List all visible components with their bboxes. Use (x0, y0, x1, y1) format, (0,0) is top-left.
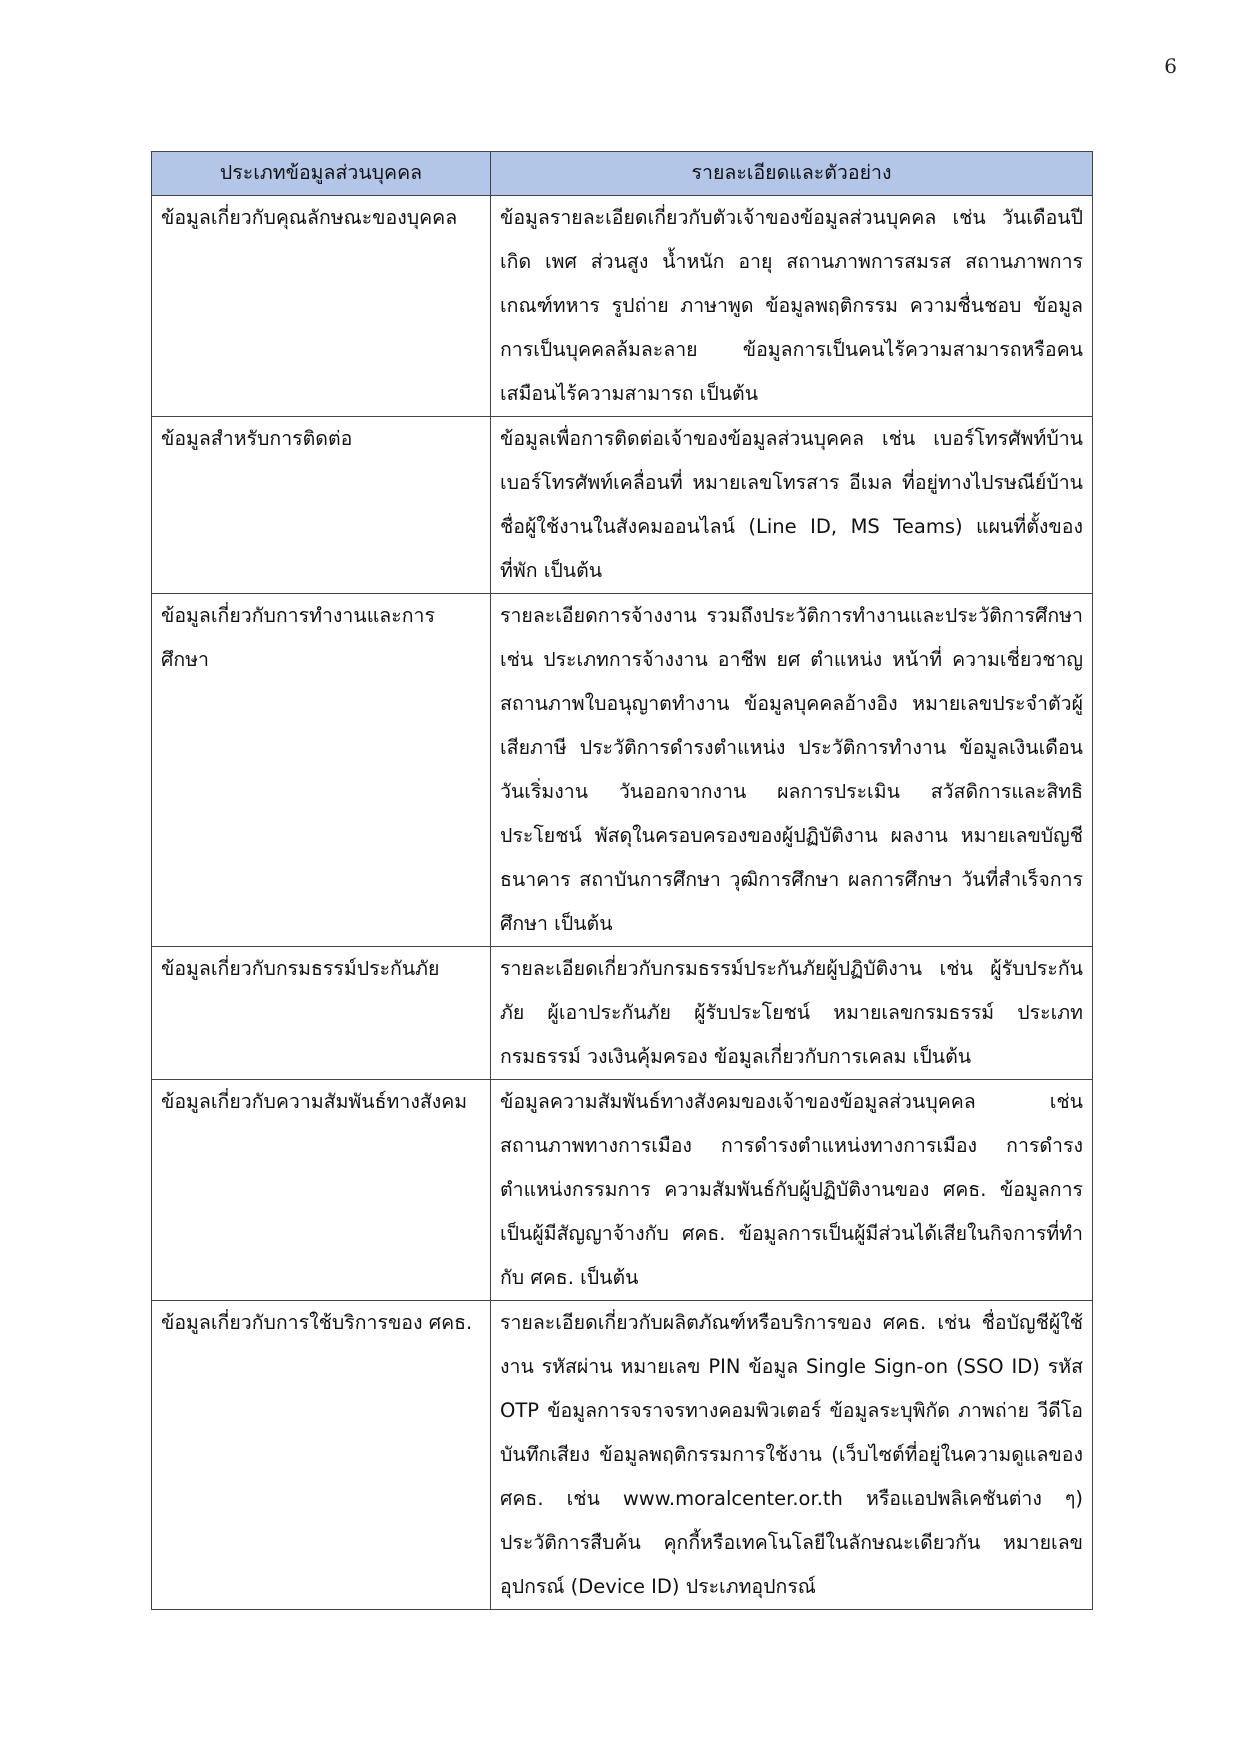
table-row (152, 1080, 1093, 1301)
row-category: ข้อมูลเกี่ยวกับการใช้บริการของ ศคธ. (152, 1301, 491, 1610)
row-details: รายละเอียดเกี่ยวกับผลิตภัณฑ์หรือบริการของ ศคธ. เช่น ชื่อบัญชีผู้ใช้งาน รหัสผ่าน หมายเลข PIN ข้อมูล Single Sign-on (SSO ID) รหัส OTP ข้อมูลการจราจรทางคอมพิวเตอร์ ข้อมูลระบุพิกัด ภาพถ่าย วีดีโอ บันทึกเสียง ข้อมูลพฤติกรรมการใช้งาน (เว็บไซต์ที่อยู่ในความดูแลของ ศคธ. เช่น www.moralcenter.or.th หรือแอปพลิเคชันต่าง ๆ) ประวัติการสืบค้น คุกกี้หรือเทคโนโลยีในลักษณะเดียวกัน หมายเลขอุปกรณ์ (Device ID) ประเภทอุปกรณ์ (491, 1301, 1093, 1610)
table-row (152, 417, 1093, 594)
row-details: ข้อมูลเพื่อการติดต่อเจ้าของข้อมูลส่วนบุคคล เช่น เบอร์โทรศัพท์บ้าน เบอร์โทรศัพท์เคลื่อนที่ หมายเลขโทรสาร อีเมล ที่อยู่ทางไปรษณีย์บ้าน ชื่อผู้ใช้งานในสังคมออนไลน์ (Line ID, MS Teams) แผนที่ตั้งของที่พัก เป็นต้น (491, 417, 1093, 594)
table-row (152, 594, 1093, 947)
row-details: รายละเอียดเกี่ยวกับกรมธรรม์ประกันภัยผู้ปฏิบัติงาน เช่น ผู้รับประกันภัย ผู้เอาประกันภัย ผู้รับประโยชน์ หมายเลขกรมธรรม์ ประเภทกรมธรรม์ วงเงินคุ้มครอง ข้อมูลเกี่ยวกับการเคลม เป็นต้น (491, 947, 1093, 1080)
table-row (152, 1301, 1093, 1610)
table-row (152, 196, 1093, 417)
table-row (152, 947, 1093, 1080)
row-details: ข้อมูลรายละเอียดเกี่ยวกับตัวเจ้าของข้อมูลส่วนบุคคล เช่น วันเดือนปีเกิด เพศ ส่วนสูง น้ำหนัก อายุ สถานภาพการสมรส สถานภาพการเกณฑ์ทหาร รูปถ่าย ภาษาพูด ข้อมูลพฤติกรรม ความชื่นชอบ ข้อมูลการเป็นบุคคลล้มละลาย ข้อมูลการเป็นคนไร้ความสามารถหรือคนเสมือนไร้ความสามารถ เป็นต้น (491, 196, 1093, 417)
header-data-type: ประเภทข้อมูลส่วนบุคคล (152, 152, 491, 196)
row-details: รายละเอียดการจ้างงาน รวมถึงประวัติการทำงานและประวัติการศึกษา เช่น ประเภทการจ้างงาน อาชีพ ยศ ตำแหน่ง หน้าที่ ความเชี่ยวชาญ สถานภาพใบอนุญาตทำงาน ข้อมูลบุคคลอ้างอิง หมายเลขประจำตัวผู้เสียภาษี ประวัติการดำรงตำแหน่ง ประวัติการทำงาน ข้อมูลเงินเดือน วันเริ่มงาน วันออกจากงาน ผลการประเมิน สวัสดิการและสิทธิประโยชน์ พัสดุในครอบครองของผู้ปฏิบัติงาน ผลงาน หมายเลขบัญชีธนาคาร สถาบันการศึกษา วุฒิการศึกษา ผลการศึกษา วันที่สำเร็จการศึกษา เป็นต้น (491, 594, 1093, 947)
row-category: ข้อมูลสำหรับการติดต่อ (152, 417, 491, 594)
row-category: ข้อมูลเกี่ยวกับความสัมพันธ์ทางสังคม (152, 1080, 491, 1301)
page-number: 6 (1164, 54, 1177, 78)
row-category: ข้อมูลเกี่ยวกับคุณลักษณะของบุคคล (152, 196, 491, 417)
row-category: ข้อมูลเกี่ยวกับกรมธรรม์ประกันภัย (152, 947, 491, 1080)
table-header-row (152, 152, 1093, 196)
header-details: รายละเอียดและตัวอย่าง (491, 152, 1093, 196)
personal-data-table (151, 151, 1093, 1610)
row-category: ข้อมูลเกี่ยวกับการทำงานและการศึกษา (152, 594, 491, 947)
row-details: ข้อมูลความสัมพันธ์ทางสังคมของเจ้าของข้อมูลส่วนบุคคล เช่น สถานภาพทางการเมือง การดำรงตำแหน่งทางการเมือง การดำรงตำแหน่งกรรมการ ความสัมพันธ์กับผู้ปฏิบัติงานของ ศคธ. ข้อมูลการเป็นผู้มีสัญญาจ้างกับ ศคธ. ข้อมูลการเป็นผู้มีส่วนได้เสียในกิจการที่ทำกับ ศคธ. เป็นต้น (491, 1080, 1093, 1301)
